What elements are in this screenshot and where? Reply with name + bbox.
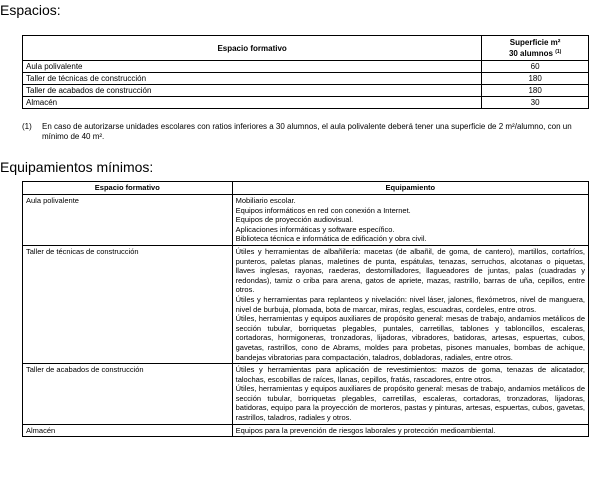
cell-equipamiento (232, 195, 588, 246)
footnote-marker: (1) (22, 122, 32, 131)
equipment-item: Equipos informáticos en red con conexión a Internet. (235, 205, 411, 215)
table-row (23, 97, 589, 109)
table-header-row (23, 182, 589, 195)
espacios-table (22, 35, 589, 109)
equipment-item: Biblioteca técnica e informática de edificación y obra civil. (235, 234, 427, 244)
equipamientos-table (22, 181, 589, 437)
equipment-item: Útiles, herramientas y equipos auxiliares de propósito general: mesas de trabajo, andamios metálicos de sección tubular, borriquetas plegables, carretillas, escaleras, cortadoras, tronzadoras, lijadoras, batidoras, equipo para la proyección de morteros, pastas y pinturas, artesas, espuertas, cubos, gavetas, rastrillos, taladros, radiales y otros. (235, 384, 585, 423)
table-row (23, 73, 589, 85)
equipment-item: Aplicaciones informáticas y software específico. (235, 224, 395, 234)
cell-espacio: Taller de técnicas de construcción (23, 245, 233, 363)
cell-espacio: Aula polivalente (23, 61, 482, 73)
cell-superficie: 180 (482, 85, 589, 97)
section-heading-equipamientos: Equipamientos mínimos: (0, 159, 154, 175)
column-header-equipamiento: Equipamiento (232, 182, 588, 195)
equipment-item: Útiles y herramientas para aplicación de revestimientos: mazos de goma, tenazas de alicatador, talochas, escobillas de raíces, llanas, cepillos, fratás, rascadores, entre otros. (235, 365, 585, 384)
equipment-item: Equipos de proyección audiovisual. (235, 215, 354, 225)
superficie-sublabel (485, 48, 585, 59)
table-row (23, 61, 589, 73)
footnote-text: En caso de autorizarse unidades escolares con ratios inferiores a 30 alumnos, el aula polivalente deberá tener una superficie de 2 m²/alumno, con un mínimo de 40 m². (42, 122, 572, 141)
equipment-item: Útiles y herramientas para replanteos y nivelación: nivel láser, jalones, flexómetros, nivel de manguera, nivel de burbuja, plomada, bota de marcar, miras, reglas, escuadras, cordeles, entre otros. (235, 294, 585, 314)
table-row (23, 195, 589, 246)
cell-equipamiento (232, 245, 588, 363)
table-row (23, 85, 589, 97)
equipment-item: Útiles y herramientas de albañilería: macetas (de albañil, de goma, de cantero), martillos, cortafríos, punteros, paletas planas, maletines de punta, espátulas, tenazas, serruchos, alcotanas o piquetas, llaves inglesas, rayonas, raederas, destornilladores, llagueadores de juntas, palas (cuadradas y redondas), tamiz o criba para arena, gatos de apriete, mazas, rastrillo, barras de uña, cepillos, entre otros. (235, 246, 585, 295)
cell-espacio: Taller de técnicas de construcción (23, 73, 482, 85)
cell-superficie: 180 (482, 73, 589, 85)
cell-espacio: Almacén (23, 97, 482, 109)
cell-espacio: Aula polivalente (23, 195, 233, 246)
cell-superficie: 60 (482, 61, 589, 73)
table-row (23, 424, 589, 437)
cell-espacio: Taller de acabados de construcción (23, 364, 233, 425)
footnote (22, 122, 589, 142)
equipment-item: Equipos para la prevención de riesgos laborales y protección medioambiental. (235, 425, 496, 435)
cell-superficie: 30 (482, 97, 589, 109)
table-row (23, 245, 589, 363)
table-header-row (23, 36, 589, 61)
section-heading-espacios: Espacios: (0, 2, 61, 18)
cell-espacio: Almacén (23, 424, 233, 437)
equipment-item: Útiles, herramientas y equipos auxiliares de propósito general: mesas de trabajo, andamios metálicos de sección tubular, borriquetas plegables, puntales, carretillas, tablones y tabloncillos, escaleras, cortadoras, hormigoneras, tronzadoras, lijadoras, vibradores, batidoras, artesas, espuertas, cubos, gavetas, rastrillos, cono de Abrams, moldes para probetas, pisones manuales, bombas de achique, bandejas vibratorias para compactación, taladros, dobladoras, radiales, entre otros. (235, 314, 585, 362)
footnote-ref: (1) (555, 49, 562, 55)
superficie-alumnos: 30 alumnos (508, 49, 553, 58)
cell-espacio: Taller de acabados de construcción (23, 85, 482, 97)
table-row (23, 364, 589, 425)
column-header-superficie (482, 36, 589, 61)
cell-equipamiento (232, 424, 588, 437)
equipment-item: Mobiliario escolar. (235, 196, 296, 205)
column-header-espacio: Espacio formativo (23, 36, 482, 61)
column-header-espacio: Espacio formativo (23, 182, 233, 195)
cell-equipamiento (232, 364, 588, 425)
superficie-label: Superficie m² (509, 38, 561, 47)
